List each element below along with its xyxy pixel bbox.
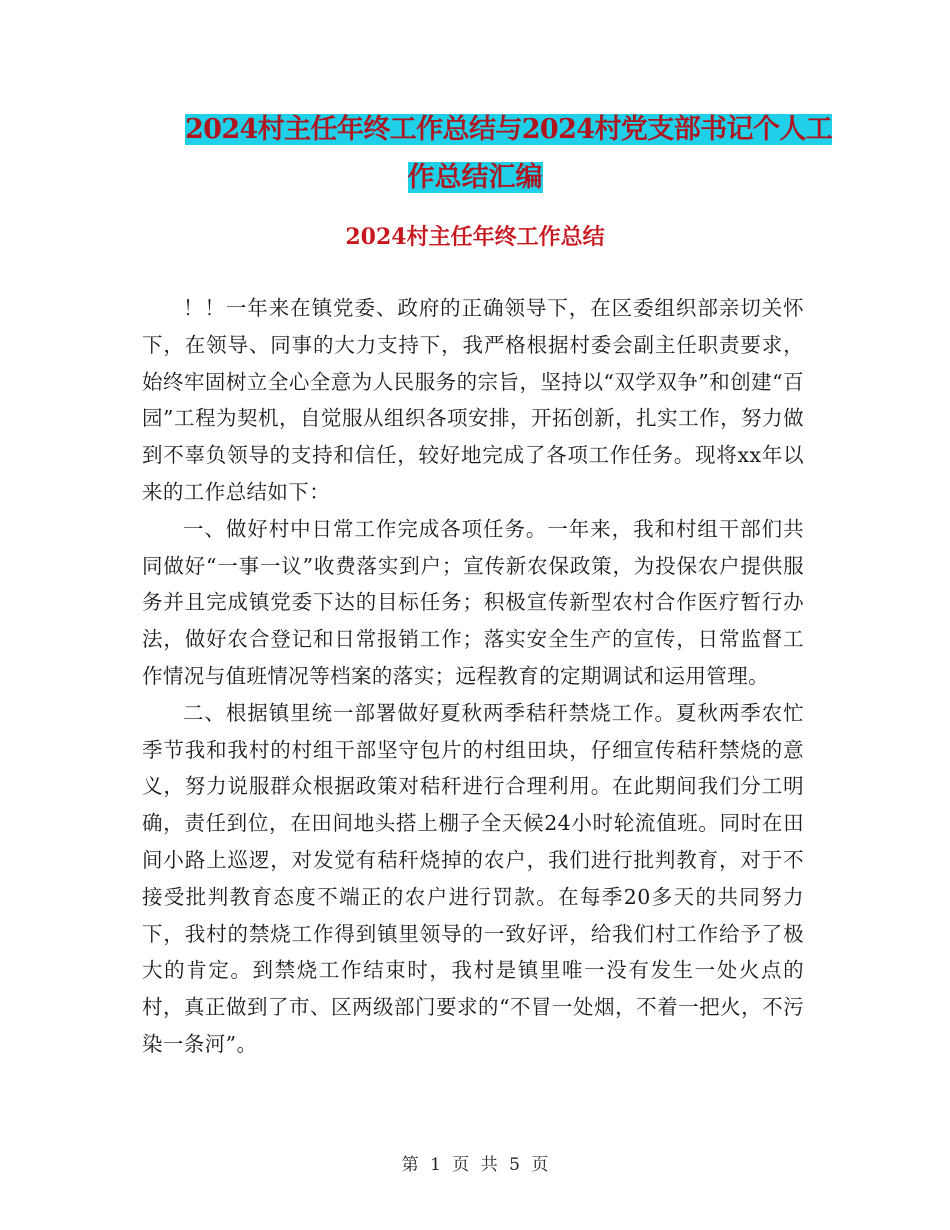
- section-title: 2024村主任年终工作总结: [345, 224, 605, 250]
- document-title-line-2: [0, 156, 950, 200]
- title-highlight-1: 2024村主任年终工作总结与2024村党支部书记个人工: [185, 114, 833, 145]
- paragraph-intro: ！！一年来在镇党委、政府的正确领导下，在区委组织部亲切关怀下，在领导、同事的大力支持下，我严格根据村委会副主任职责要求，始终牢固树立全心全意为人民服务的宗旨，坚持以“双学双争”和创建“百园”工程为契机，自觉服从组织各项安排，开拓创新，扎实工作，努力做到不辜负领导的支持和信任，较好地完成了各项工作任务。现将xx年以来的工作总结如下：: [142, 296, 804, 504]
- title-highlight-2: 作总结汇编: [407, 162, 543, 193]
- paragraph-item-2: 二、根据镇里统一部署做好夏秋两季秸秆禁烧工作。夏秋两季农忙季节我和我村的村组干部坚守包片的村组田块，仔细宣传秸秆禁烧的意义，努力说服群众根据政策对秸秆进行合理利用。在此期间我们分工明确，责任到位，在田间地头搭上棚子全天候24小时轮流值班。同时在田间小路上巡逻，对发觉有秸秆烧掉的农户，我们进行批判教育，对于不接受批判教育态度不端正的农户进行罚款。在每季20多天的共同努力下，我村的禁烧工作得到镇里领导的一致好评，给我们村工作给予了极大的肯定。到禁烧工作结束时，我村是镇里唯一没有发生一处火点的村，真正做到了市、区两级部门要求的“不冒一处烟，不着一把火，不污染一条河”。: [142, 700, 804, 1056]
- document-title-line-1: [185, 108, 833, 152]
- page-number-footer: 第 1 页 共 5 页: [401, 1155, 549, 1175]
- paragraph-item-1: 一、做好村中日常工作完成各项任务。一年来，我和村组干部们共同做好“一事一议”收费落实到户；宣传新农保政策，为投保农户提供服务并且完成镇党委下达的目标任务；积极宣传新型农村合作医疗暂行办法，做好农合登记和日常报销工作；落实安全生产的宣传，日常监督工作情况与值班情况等档案的落实；远程教育的定期调试和运用管理。: [142, 516, 804, 688]
- document-body: [142, 290, 804, 1063]
